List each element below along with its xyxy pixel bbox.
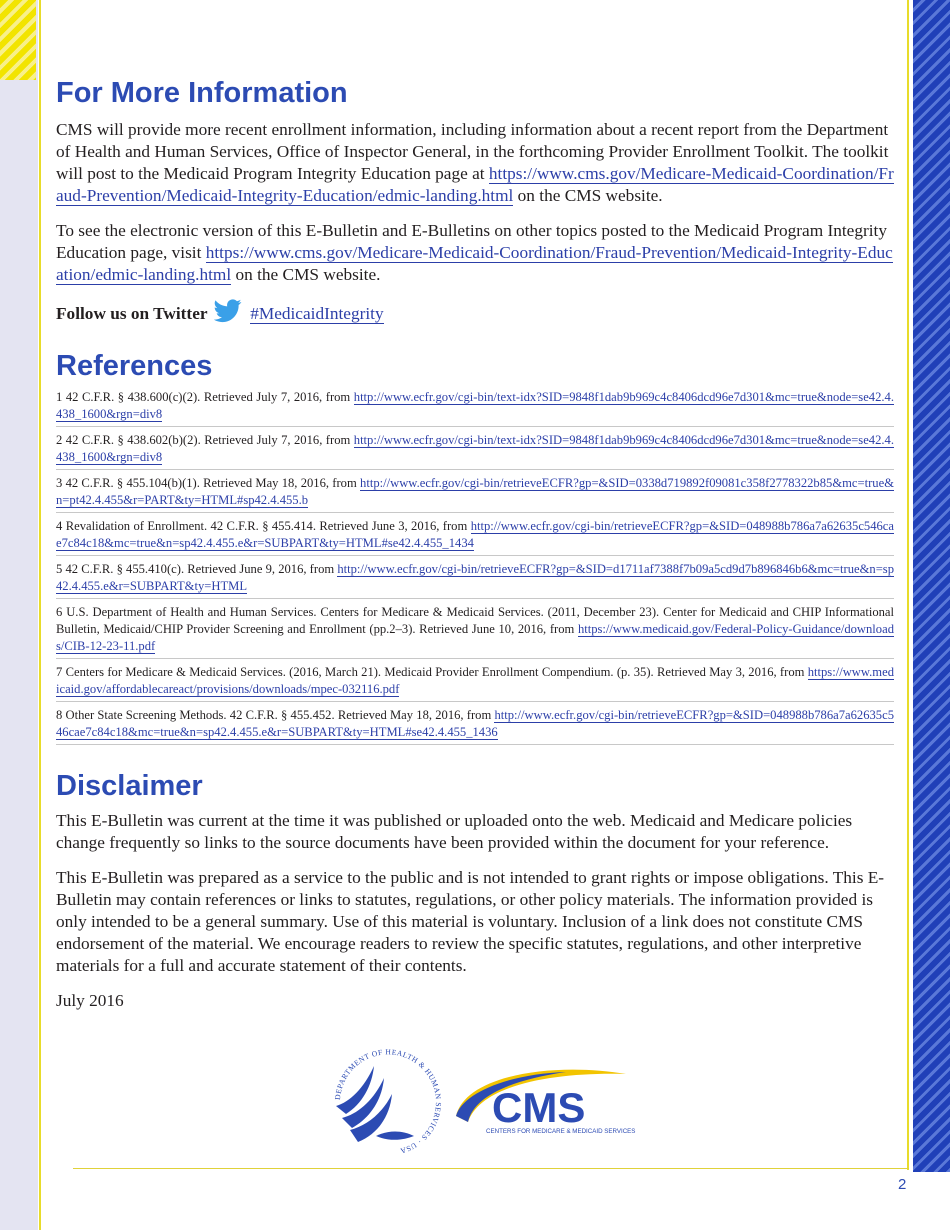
hhs-seal-logo — [333, 1047, 443, 1155]
reference-text: Revalidation of Enrollment. 42 C.F.R. § 455.414. Retrieved June 3, 2016, from — [65, 519, 471, 533]
cms-logo — [456, 1070, 635, 1135]
edmic-landing-link-1[interactable]: https://www.cms.gov/Medicare-Medicaid-Coordination/Fraud-Prevention/Medicaid-Integrity-Education/edmic-landing.html — [56, 164, 894, 205]
reference-text: U.S. Department of Health and Human Services. Centers for Medicare & Medicaid Services. (2011, December 23). Center for Medicaid and CHIP Informational Bulletin, Medicaid/CHIP Provider Screening and Enrollment (pp.2–3). Retrieved June 10, 2016, from — [56, 605, 895, 636]
footer-rule — [73, 1168, 909, 1169]
reference-link[interactable]: https://www.medicaid.gov/Federal-Policy-Guidance/downloads/CIB-12-23-11.pdf — [56, 622, 894, 653]
edmic-landing-link-2[interactable]: https://www.cms.gov/Medicare-Medicaid-Coordination/Fraud-Prevention/Medicaid-Integrity-Education/edmic-landing.html — [56, 243, 893, 284]
reference-item — [56, 664, 894, 702]
medicaid-integrity-hashtag-link[interactable]: #MedicaidIntegrity — [250, 304, 384, 323]
reference-link[interactable]: http://www.ecfr.gov/cgi-bin/retrieveECFR?gp=&SID=0338d719892f09081c358f2778322b85&mc=true&n=pt42.4.455&r=PART&ty=HTML#sp42.4.455.b — [56, 476, 894, 507]
references-list — [56, 389, 894, 745]
reference-link[interactable]: http://www.ecfr.gov/cgi-bin/retrieveECFR?gp=&SID=048988b786a7a62635c546cae7c84c18&mc=true&n=sp42.4.455.e&r=SUBPART&ty=HTML#se42.4.455_1434 — [56, 519, 894, 550]
right-border-line — [907, 0, 909, 1170]
footer-logos — [306, 1044, 646, 1156]
reference-item — [56, 518, 894, 556]
more-info-heading: For More Information — [56, 77, 348, 109]
reference-link[interactable]: https://www.medicaid.gov/affordablecareact/provisions/downloads/mpec-032116.pdf — [56, 665, 894, 696]
agency-logos — [306, 1044, 646, 1156]
more-info-paragraph-2: To see the electronic version of this E-Bulletin and E-Bulletins on other topics posted to the Medicaid Program Integrity Education page, visit https://www.cms.gov/Medicare-Medicaid-Coordination/Fraud-Prevention/Medicaid-Integrity-Education/edmic-landing.html on the CMS website. — [56, 221, 893, 284]
page-content — [56, 76, 894, 1012]
reference-item — [56, 561, 894, 599]
reference-number: 8 — [56, 708, 63, 722]
reference-number: 4 — [56, 519, 63, 533]
follow-twitter-line — [56, 299, 894, 329]
left-margin-band — [0, 0, 38, 1230]
reference-text: 42 C.F.R. § 455.104(b)(1). Retrieved May 18, 2016, from — [65, 476, 361, 490]
reference-item — [56, 707, 894, 745]
corner-stripe-decoration — [0, 0, 36, 80]
left-border-line — [39, 0, 41, 1230]
svg-text:CENTERS FOR MEDICARE & MEDICAI: CENTERS FOR MEDICARE & MEDICAID SERVICES — [486, 1128, 636, 1135]
follow-label: Follow us on Twitter — [56, 304, 208, 323]
reference-item — [56, 432, 894, 470]
reference-number: 7 — [56, 665, 63, 679]
twitter-bird-icon — [214, 299, 242, 329]
disclaimer-paragraph-2: This E-Bulletin was prepared as a service to the public and is not intended to grant rights or impose obligations. This E-Bulletin may contain references or links to statutes, regulations, or other policy materials. The information provided is only intended to be a general summary. Use of this material is voluntary. Inclusion of a link does not constitute CMS endorsement of the material. We encourage readers to review the specific statutes, regulations, and other interpretive materials for a full and accurate statement of their contents. — [56, 868, 885, 975]
reference-item — [56, 604, 894, 659]
reference-number: 6 — [56, 605, 63, 619]
reference-text: Other State Screening Methods. 42 C.F.R. § 455.452. Retrieved May 18, 2016, from — [65, 708, 495, 722]
right-stripe-band — [913, 0, 950, 1172]
reference-text: 42 C.F.R. § 455.410(c). Retrieved June 9, 2016, from — [65, 562, 338, 576]
disclaimer-heading: Disclaimer — [56, 770, 203, 802]
reference-text: 42 C.F.R. § 438.602(b)(2). Retrieved July 7, 2016, from — [65, 433, 354, 447]
references-heading: References — [56, 350, 213, 382]
reference-link[interactable]: http://www.ecfr.gov/cgi-bin/retrieveECFR?gp=&SID=048988b786a7a62635c546cae7c84c18&mc=true&n=sp42.4.455.e&r=SUBPART&ty=HTML#se42.4.455_1436 — [56, 708, 894, 739]
reference-text: Centers for Medicare & Medicaid Services. (2016, March 21). Medicaid Provider Enrollment Compendium. (p. 35). Retrieved May 3, 2016, from — [65, 665, 808, 679]
disclaimer-paragraph-1: This E-Bulletin was current at the time it was published or uploaded onto the web. Medicaid and Medicare policies change frequently so links to the source documents have been provided within the document for your reference. — [56, 811, 853, 852]
reference-link[interactable]: http://www.ecfr.gov/cgi-bin/retrieveECFR?gp=&SID=d1711af7388f7b09a5cd9d7b896846b6&mc=true&n=sp42.4.455.e&r=SUBPART&ty=HTML — [56, 562, 894, 593]
reference-number: 5 — [56, 562, 63, 576]
reference-number: 2 — [56, 433, 63, 447]
reference-link[interactable]: http://www.ecfr.gov/cgi-bin/text-idx?SID=9848f1dab9b969c4c8406dcd96e7d301&mc=true&node=se42.4.438_1600&rgn=div8 — [56, 433, 894, 464]
more-info-paragraph-1: CMS will provide more recent enrollment information, including information about a recent report from the Department of Health and Human Services, Office of Inspector General, in the forthcoming Provider Enrollment Toolkit. The toolkit will post to the Medicaid Program Integrity Education page at https://www.cms.gov/Medicare-Medicaid-Coordination/Fraud-Prevention/Medicaid-Integrity-Education/edmic-landing.html on the CMS website. — [56, 120, 894, 205]
publication-date: July 2016 — [56, 991, 124, 1010]
svg-text:CMS: CMS — [492, 1084, 586, 1131]
reference-text: 42 C.F.R. § 438.600(c)(2). Retrieved July 7, 2016, from — [65, 390, 354, 404]
reference-item — [56, 389, 894, 427]
reference-number: 3 — [56, 476, 63, 490]
page-number: 2 — [898, 1176, 907, 1193]
reference-link[interactable]: http://www.ecfr.gov/cgi-bin/text-idx?SID=9848f1dab9b969c4c8406dcd96e7d301&mc=true&node=se42.4.438_1600&rgn=div8 — [56, 390, 894, 421]
reference-item — [56, 475, 894, 513]
reference-number: 1 — [56, 390, 63, 404]
svg-text:DEPARTMENT OF HEALTH & HUMAN S: DEPARTMENT OF HEALTH & HUMAN SERVICES · USA — [332, 1047, 443, 1156]
